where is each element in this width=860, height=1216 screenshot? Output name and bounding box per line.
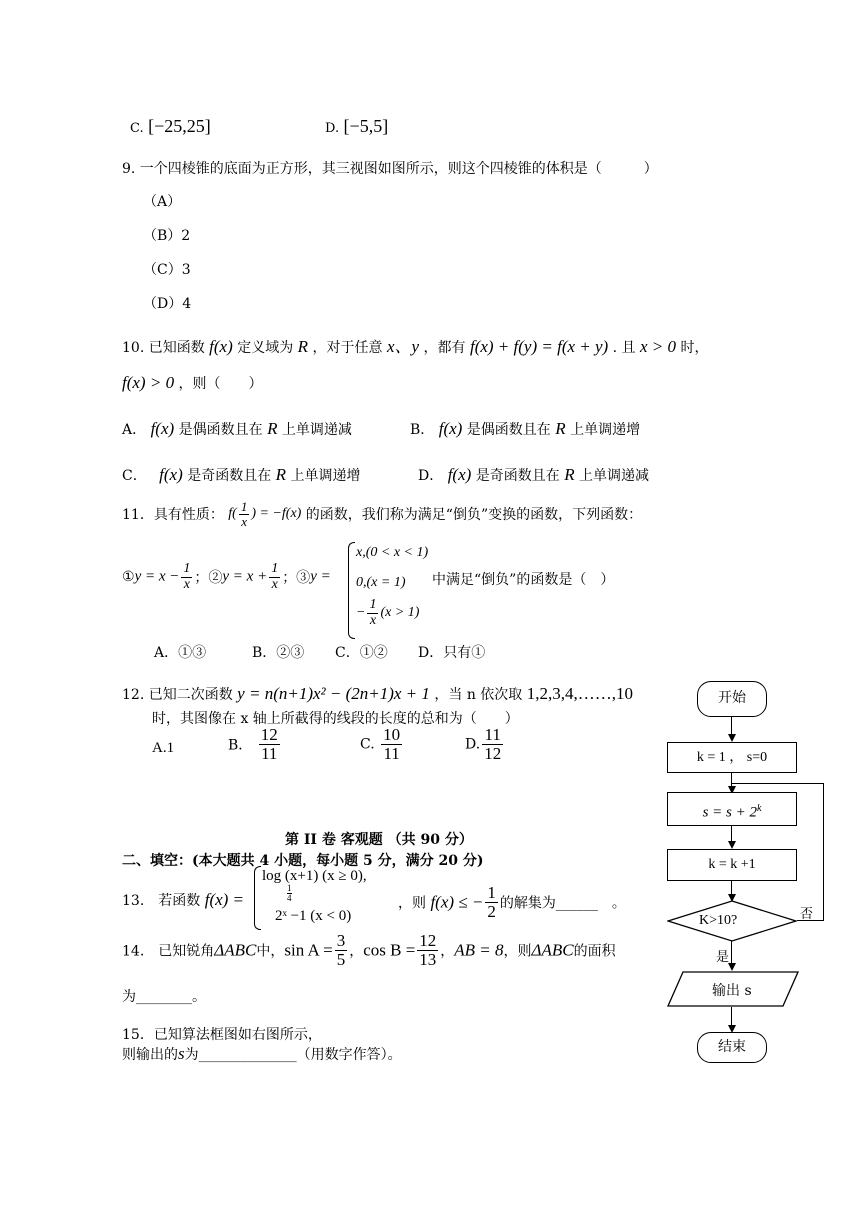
fc-loop-v bbox=[823, 783, 824, 921]
fill-header: 二、填空：(本大题共 4 小题，每小题 5 分，满分 20 分) bbox=[122, 853, 484, 869]
q11-y3: y = bbox=[310, 568, 331, 585]
q10-d-fx: f(x) bbox=[447, 465, 472, 484]
q11-case3-minus: − bbox=[356, 605, 366, 621]
q8-option-d bbox=[325, 116, 388, 137]
q12-c-label: C. bbox=[360, 736, 375, 753]
q13-base-den: 4 bbox=[287, 893, 292, 903]
q14-tail: 的面积 bbox=[573, 943, 616, 960]
fc-update-s bbox=[667, 792, 797, 826]
q10-fx: f(x) bbox=[209, 337, 233, 356]
fc-start bbox=[697, 681, 767, 717]
fc-arrow-1 bbox=[728, 734, 736, 742]
q12-line2: 时，其图像在 x 轴上所截得的线段的长度的总和为（ ） bbox=[152, 711, 519, 727]
q10-c-R: R bbox=[275, 465, 287, 484]
q10-c-fx: f(x) bbox=[159, 465, 183, 484]
q12-option-b bbox=[228, 726, 282, 763]
q10-t5: 时， bbox=[680, 340, 709, 356]
q13-tail bbox=[398, 884, 626, 921]
q10-b-label: B． bbox=[410, 422, 435, 438]
q11-y1: y = x − bbox=[134, 568, 180, 585]
q14-t1: 中， bbox=[256, 943, 285, 960]
q11-f: f( bbox=[228, 506, 237, 522]
q13-brace bbox=[254, 866, 261, 930]
q10-t1: 定义域为 bbox=[237, 340, 294, 356]
q13-case-2: 2ˣ −1 (x < 0) bbox=[275, 908, 352, 924]
q14-sep1: ， bbox=[349, 943, 364, 960]
q9-stem: 9. 一个四棱锥的底面为正方形，其三视图如图所示，则这个四棱锥的体积是（ ） bbox=[122, 161, 658, 177]
q10-xy: x、y bbox=[386, 337, 420, 356]
q11-y2-num: 1 bbox=[271, 561, 279, 576]
q13-then: ，则 bbox=[398, 895, 426, 912]
q12-b-den: 11 bbox=[261, 743, 278, 763]
q12-c-num: 10 bbox=[383, 725, 401, 744]
fc-end bbox=[697, 1032, 767, 1063]
q12-stem bbox=[122, 684, 633, 704]
q12-stem-start: 12. 已知二次函数 bbox=[122, 687, 233, 703]
q11-option-c: C．①② bbox=[335, 645, 388, 661]
q12-d-den: 12 bbox=[484, 743, 502, 763]
fc-cond-label: K>10? bbox=[699, 913, 738, 928]
q10-d-R: R bbox=[564, 465, 575, 484]
q10-t2: ，对于任意 bbox=[312, 340, 383, 356]
q11-frac bbox=[239, 500, 250, 528]
q14-cb-num: 12 bbox=[419, 931, 437, 950]
fc-end-label: 结束 bbox=[718, 1040, 746, 1055]
q10-t4: . 且 bbox=[612, 340, 636, 356]
q10-c-tail: 上单调递增 bbox=[290, 468, 361, 484]
section-title: 第 II 卷 客观题 （共 90 分） bbox=[285, 832, 473, 848]
q13-base-num: 1 bbox=[287, 883, 292, 893]
q11-case-2: 0,(x = 1) bbox=[356, 575, 406, 590]
q11-y2-frac bbox=[269, 562, 280, 592]
q11-option-d: D．只有① bbox=[418, 645, 486, 661]
q13-tail-text: 的解集为______ 。 bbox=[499, 895, 626, 912]
q10-c-text: 是奇函数且在 bbox=[187, 468, 272, 484]
q10-line2 bbox=[122, 373, 263, 393]
q13-half-num: 1 bbox=[487, 883, 496, 902]
q11-stem-start: 11．具有性质： bbox=[122, 507, 224, 524]
q15-line2-a: 则输出的 bbox=[122, 1047, 178, 1063]
q10-eq: f(x) + f(y) = f(x + y) bbox=[469, 337, 609, 356]
q14-line2: 为________。 bbox=[122, 989, 206, 1005]
q11-brace bbox=[348, 542, 355, 639]
q11-case3-den: x bbox=[369, 612, 377, 628]
q14-sep2: ， bbox=[440, 943, 455, 960]
q10-option-d bbox=[418, 465, 649, 485]
q8-option-c bbox=[130, 116, 211, 137]
q15-line1: 15．已知算法框图如右图所示， bbox=[122, 1027, 322, 1043]
q14-cosB: cos B = bbox=[363, 940, 416, 960]
q10-c-label: C． bbox=[122, 468, 147, 484]
q10-b-text: 是偶函数且在 bbox=[466, 422, 551, 438]
q13-num bbox=[122, 890, 244, 910]
q10-option-a bbox=[122, 419, 352, 439]
fc-update-s-label: s = s + 2 bbox=[702, 804, 757, 821]
q12-b-num: 12 bbox=[260, 725, 278, 744]
q14-tri-2: ΔABC bbox=[531, 940, 574, 960]
q11-stem-end: 的函数，我们称为满足“倒负”变换的函数，下列函数： bbox=[305, 507, 643, 524]
q15-line2 bbox=[122, 1044, 402, 1064]
fc-init bbox=[667, 742, 797, 773]
q9-option-d: （D）4 bbox=[143, 296, 192, 312]
q12-seq: 1,2,3,4,……,10 bbox=[526, 684, 633, 703]
q11-case3-num: 1 bbox=[369, 597, 377, 612]
q11-y2: y = x + bbox=[222, 568, 268, 585]
q11-frac-den: x bbox=[241, 513, 247, 529]
q9-option-c: （C）3 bbox=[143, 262, 191, 278]
q11-case3-frac bbox=[367, 598, 378, 628]
q15-line2-b: 为______________（用数字作答）。 bbox=[184, 1047, 402, 1063]
q14-cosB-frac bbox=[417, 932, 438, 969]
q10-t3: ，都有 bbox=[423, 340, 466, 356]
q12-d-frac bbox=[482, 726, 503, 763]
q10-a-fx: f(x) bbox=[150, 419, 175, 438]
q10-num: 10. 已知函数 bbox=[122, 340, 205, 356]
q13-case1-text: log (x+1) (x ≥ 0), bbox=[262, 868, 367, 884]
q14-num: 14. 已知锐角 bbox=[122, 943, 215, 960]
fc-loop-h2 bbox=[732, 783, 824, 784]
fc-init-label: k = 1 ， s=0 bbox=[696, 750, 768, 765]
q11-y1-num: 1 bbox=[183, 561, 191, 576]
q11-case-3 bbox=[356, 598, 419, 628]
q10-cond: x > 0 bbox=[640, 337, 677, 356]
q12-b-label: B． bbox=[228, 737, 253, 754]
q10-b-R: R bbox=[555, 419, 566, 438]
q12-c-den: 11 bbox=[383, 743, 400, 763]
q11-case3-cond: (x > 1) bbox=[380, 605, 420, 621]
q12-d-num: 11 bbox=[482, 726, 503, 745]
q9-option-b: （B）2 bbox=[143, 228, 191, 244]
q11-circle-1: ① bbox=[122, 569, 135, 586]
fc-yes-label: 是 bbox=[716, 950, 730, 965]
q10-line2-expr: f(x) > 0 bbox=[122, 373, 175, 392]
q14-t2: ，则 bbox=[503, 943, 532, 960]
q10-d-label: D． bbox=[418, 468, 444, 484]
q15-s: s bbox=[178, 1044, 185, 1063]
q10-a-label: A． bbox=[122, 422, 147, 438]
q12-b-frac bbox=[259, 726, 280, 763]
q10-a-tail: 上单调递减 bbox=[281, 422, 352, 438]
q11-option-b: B．②③ bbox=[252, 645, 305, 661]
q13-num-text: 13. 若函数 bbox=[122, 893, 201, 909]
q10-R: R bbox=[297, 337, 309, 356]
q10-stem bbox=[122, 332, 709, 357]
q12-expr: y = n(n+1)x² − (2n+1)x + 1 bbox=[237, 684, 430, 703]
q14-cb-den: 13 bbox=[419, 949, 437, 969]
q12-option-a: A.1 bbox=[152, 740, 175, 756]
q10-option-b bbox=[410, 419, 640, 439]
q12-option-c bbox=[360, 726, 404, 763]
q10-option-c bbox=[122, 465, 361, 485]
q10-a-text: 是偶函数且在 bbox=[178, 422, 263, 438]
q14-sinA: sin A = bbox=[284, 940, 333, 960]
q14-tri: ΔABC bbox=[214, 940, 257, 960]
q12-stem-mid: ，当 n 依次取 bbox=[434, 687, 523, 703]
fc-no-label: 否 bbox=[800, 907, 814, 922]
fc-arrow-5 bbox=[728, 963, 736, 971]
q14-sinA-frac bbox=[335, 932, 348, 969]
q10-d-tail: 上单调递减 bbox=[579, 468, 650, 484]
q11-frac-num: 1 bbox=[240, 499, 248, 514]
q14-sa-den: 5 bbox=[336, 949, 346, 969]
q11-tail: 中满足“倒负”的函数是（ ） bbox=[432, 572, 615, 588]
q12-c-frac bbox=[381, 726, 402, 763]
q11-functions bbox=[122, 562, 331, 592]
q12-option-d bbox=[465, 726, 505, 763]
q14-ab: AB = 8 bbox=[454, 940, 504, 960]
q8-c-value: [−25,25] bbox=[148, 116, 211, 136]
q12-d-label: D. bbox=[465, 736, 481, 753]
q11-stem bbox=[122, 500, 642, 528]
q13-half-den: 2 bbox=[487, 901, 496, 921]
q13-case-1 bbox=[262, 868, 367, 885]
fc-update-k bbox=[667, 849, 797, 881]
fc-arrow-3 bbox=[728, 841, 736, 849]
q13-half bbox=[485, 884, 498, 921]
q13-fx: f(x) = bbox=[204, 890, 245, 909]
q13-log-base bbox=[287, 884, 292, 903]
q11-case-1: x,(0 < x < 1) bbox=[356, 545, 429, 560]
q11-circle-2: ；② bbox=[194, 570, 223, 587]
q14-stem bbox=[122, 932, 616, 969]
q11-y2-den: x bbox=[271, 576, 278, 592]
q11-circle-3: ；③ bbox=[282, 570, 311, 587]
q11-rhs: ) = −f(x) bbox=[251, 506, 302, 522]
q11-y1-den: x bbox=[183, 576, 190, 592]
q8-d-value: [−5,5] bbox=[343, 116, 389, 136]
fc-update-s-exp: k bbox=[756, 803, 762, 814]
q10-d-text: 是奇函数且在 bbox=[475, 468, 560, 484]
q10-line2-text: ，则（ ） bbox=[178, 376, 263, 392]
q11-option-a: A．①③ bbox=[154, 645, 207, 661]
q10-a-R: R bbox=[267, 419, 278, 438]
fc-start-label: 开始 bbox=[718, 691, 746, 706]
q14-sa-num: 3 bbox=[336, 931, 346, 950]
q13-ineq: f(x) ≤ − bbox=[430, 892, 484, 912]
q8-c-label: C. bbox=[130, 121, 144, 136]
q9-option-a: （A） bbox=[143, 194, 182, 210]
q8-d-label: D. bbox=[325, 121, 340, 136]
fc-update-k-label: k = k +1 bbox=[708, 857, 756, 872]
fc-output-label: 输出 s bbox=[712, 983, 752, 999]
q10-b-fx: f(x) bbox=[438, 419, 463, 438]
q10-b-tail: 上单调递增 bbox=[570, 422, 641, 438]
q11-y1-frac bbox=[181, 562, 192, 592]
